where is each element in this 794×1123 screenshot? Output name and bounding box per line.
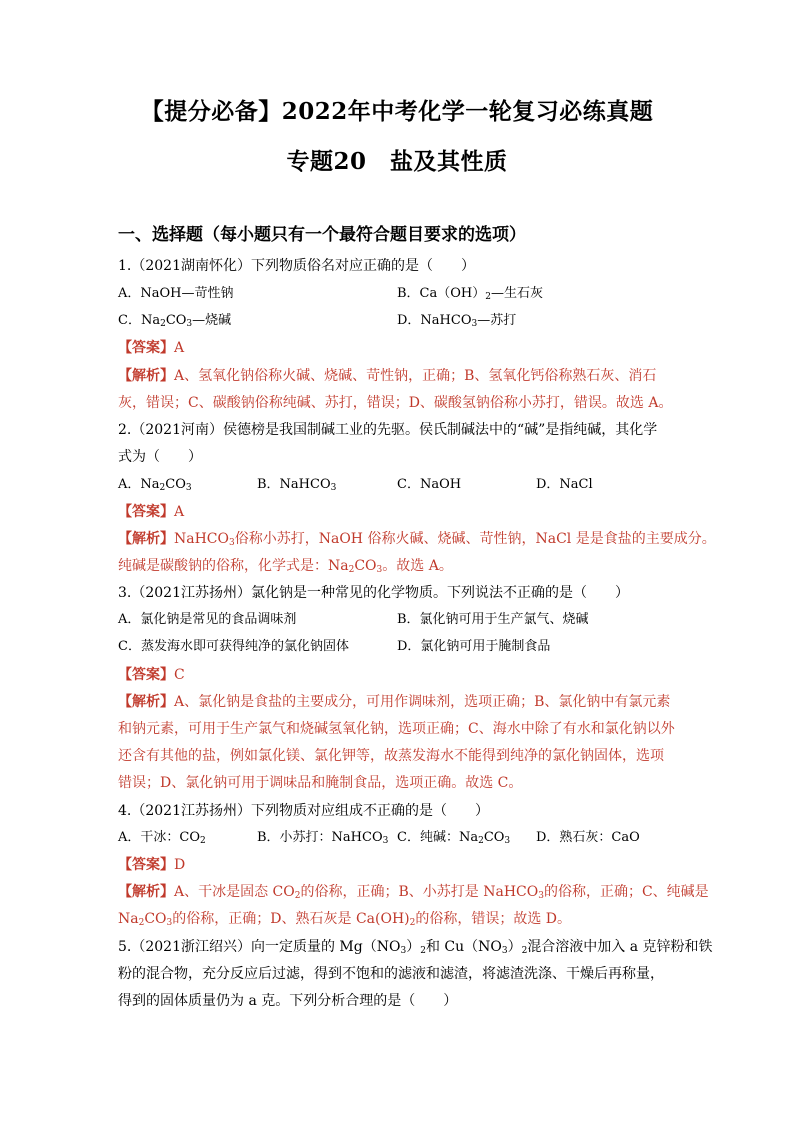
q4-analysis-line-1: 【解析】A、干冰是固态 $CO_2$的俗称，正确；B、小苏打是 NaHCO$_3$的俗称，正确；C、纯碱是 [118,884,709,901]
q3-analysis-line-2: 和钠元素，可用于生产氯气和烧碱氢氧化钠，选项正确；C、海水中除了有水和氯化钠以外 [118,721,675,737]
q4-stem: 4.（2021江苏扬州）下列物质对应组成不正确的是（ ） [118,803,489,819]
q3-stem: 3.（2021江苏扬州）氯化钠是一种常见的化学物质。下列说法不正确的是（ ） [118,585,629,601]
page-title: 【提分必备】2022年中考化学一轮复习必练真题 [140,98,654,125]
q1-stem: 1.（2021湖南怀化）下列物质俗名对应正确的是（ ） [118,258,475,274]
q4-option-d: D．熟石灰：CaO [536,830,640,845]
q3-option-c: C．蒸发海水即可获得纯净的氯化钠固体 [118,639,349,654]
q2-option-a: A．$Na_2CO_3$ [118,477,192,493]
q3-option-b: B．氯化钠可用于生产氯气、烧碱 [397,612,589,627]
q2-option-b: B．NaHCO$_3$ [257,477,337,493]
q5-stem-line-1: 5.（2021浙江绍兴）向一定质量的 $Mg(NO_3)_2$和 $Cu(NO_3)_2$混合溶液中加入 a 克锌粉和铁 [118,939,713,956]
q1-answer: 【答案】A [118,340,185,356]
q2-analysis-line-1: 【解析】NaHCO$_3$俗称小苏打，NaOH 俗称火碱、烧碱、苛性钠，NaCl 是是食盐的主要成分。 [118,531,716,548]
q3-analysis-line-4: 错误；D、氯化钠可用于调味品和腌制食品，选项正确。故选 C。 [118,775,523,791]
q1-option-d: D．NaHCO$_3$—苏打 [397,313,517,329]
q2-stem-line-1: 2.（2021河南）侯德榜是我国制碱工业的先驱。侯氏制碱法中的“碱”是指纯碱，其化学 [118,422,658,438]
q5-stem-line-2: 粉的混合物，充分反应后过滤，得到不饱和的滤液和滤渣，将滤渣洗涤、干燥后再称量， [118,966,664,982]
q4-analysis-line-2: $Na_2CO_3$的俗称，正确；D、熟石灰是 $Ca(OH)_2$的俗称，错误；故选 D。 [118,911,572,928]
q1-analysis-line-2: 灰，错误；C、碳酸钠俗称纯碱、苏打，错误；D、碳酸氢钠俗称小苏打，错误。故选 A。 [118,395,673,411]
q2-option-d: D．NaCl [536,477,593,492]
q4-option-a: A．干冰：$CO_2$ [118,830,206,846]
q4-option-b: B．小苏打：NaHCO$_3$ [257,830,389,846]
q1-option-b: B．$Ca(OH)_2—$生石灰 [397,286,543,302]
q2-option-c: C．NaOH [397,477,462,492]
page-subtitle: 专题20 盐及其性质 [286,148,508,175]
q1-option-a: A．NaOH—苛性钠 [118,286,234,301]
q3-answer: 【答案】C [118,667,185,683]
q4-option-c: C．纯碱：$Na_2CO_3$ [397,830,511,846]
q1-analysis-line-1: 【解析】A、氢氧化钠俗称火碱、烧碱、苛性钠，正确；B、氢氧化钙俗称熟石灰、消石 [118,368,657,384]
q2-analysis-line-2: 纯碱是碳酸钠的俗称，化学式是：$Na_2CO_3$。故选 A。 [118,558,453,575]
q3-analysis-line-3: 还含有其他的盐，例如氯化镁、氯化钾等，故蒸发海水不能得到纯净的氯化钠固体，选项 [118,748,664,764]
q5-stem-line-3: 得到的固体质量仍为 a 克。下列分析合理的是（ ） [118,993,458,1009]
section-heading: 一、选择题（每小题只有一个最符合题目要求的选项） [118,225,526,245]
q4-answer: 【答案】D [118,857,186,873]
q3-option-d: D．氯化钠可用于腌制食品 [397,639,551,654]
q3-option-a: A．氯化钠是常见的食品调味剂 [118,612,297,627]
q1-option-c: C．$Na_2CO_3—$烧碱 [118,313,232,329]
q3-analysis-line-1: 【解析】A、氯化钠是食盐的主要成分，可用作调味剂，选项正确；B、氯化钠中有氯元素 [118,694,671,710]
q2-stem-line-2: 式为（ ） [118,449,202,465]
q2-answer: 【答案】A [118,504,185,520]
